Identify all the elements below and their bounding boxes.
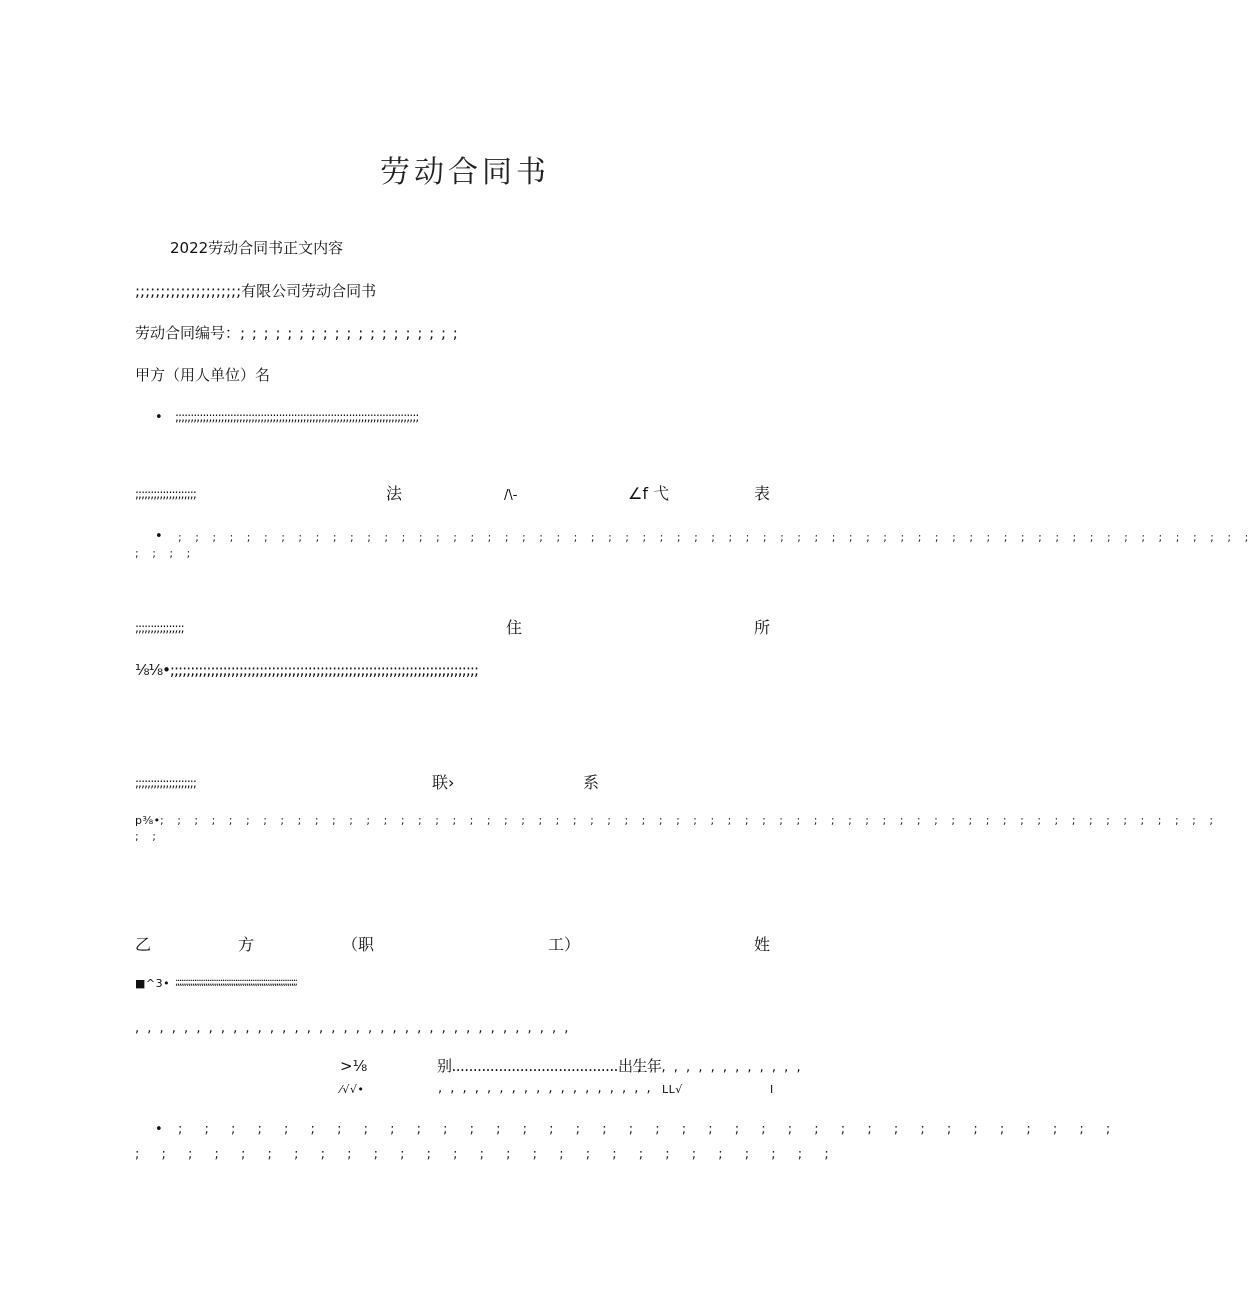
company-contract-line: ;;;;;;;;;;;;;;;;;;;;;有限公司劳动合同书 [135,282,377,300]
document-title: 劳动合同书 [380,155,550,190]
legal-rep-fill: ;;;;;;;;;;;;;;;;;;;; [135,487,196,501]
party-a-name-label: 甲方（用人单位）名 [135,366,271,384]
birth-fill: , , , , , , , , , , , , , , [637,1060,803,1075]
contact-line-prefix: p⅜• [135,814,161,827]
address-fill: ;;;;;;;;;;;;;;;; [135,621,184,635]
contact-fill: ;;;;;;;;;;;;;;;;;;;; [135,776,196,790]
legal-rep-label-3: ∠f 弋 [628,484,670,503]
contact-line-fill-2: ; ; [135,830,161,843]
id-line-fill-2: ; ; ; ; ; ; ; ; ; ; ; ; ; ; ; ; ; ; ; ; ; ; ; ; ; ; ; [135,1147,838,1162]
gender-birth-line: 别.......................................出生年 [437,1057,662,1075]
legal-rep-label-2: /\- [504,488,518,503]
legal-rep-line-fill: ; ; ; ; ; ; ; ; ; ; ; ; ; ; ; ; ; ; ; ; ; ; ; ; ; ; ; ; ; ; ; ; ; ; ; ; ; ; ; ; ; ; ; ; ; ; ; ; ; ; ; ; ; ; ; ; ; ; ; ; ; ; ; [178,531,1253,544]
comma-fill-line: , , , , , , , , , , , , , , , , , , , , , , , , , , , , , , , , , , , , [135,1021,571,1036]
party-b-name-fill: ;;;;;;;;;;;;;;;;;;;;;;;;;;;;;;;;;;;;;;;;;;;;;;;;;;;;;;;;;;;;;;;;; [175,977,297,988]
id-line-fill: ; ; ; ; ; ; ; ; ; ; ; ; ; ; ; ; ; ; ; ; ; ; ; ; ; ; ; ; ; ; ; ; ; ; ; ; [178,1122,1120,1137]
legal-rep-line-fill-2: ; ; ; ; [135,547,196,560]
party-b-label-4: 工） [548,935,581,954]
legal-rep-label-4: 表 [754,484,771,503]
contract-number-line: 劳动合同编号：; ; ; ; ; ; ; ; ; ; ; ; ; ; ; ; ; ; ; [135,324,458,342]
small-mark-2: LL√ [662,1083,683,1096]
address-label-2: 所 [754,618,771,637]
gender-label: >⅛ [340,1057,368,1075]
small-mark-3: I [770,1083,774,1096]
party-b-label-3: （职 [342,935,375,954]
party-b-label-5: 姓 [754,935,771,954]
contact-label-1: 联› [432,773,455,792]
party-a-name-fill: ;;;;;;;;;;;;;;;;;;;;;;;;;;;;;;;;;;;;;;;;;;;;;;;;;;;;;;;;;;;;;;;;;;;;;;;;;;;;;;;; [175,410,419,424]
legal-rep-label-1: 法 [386,484,403,503]
contact-label-2: 系 [583,773,600,792]
bullet: • [155,410,163,425]
bullet: • [155,529,163,544]
small-comma-fill: , , , , , , , , , , , , , , , , , , [438,1081,653,1096]
address-label-1: 住 [506,618,523,637]
party-b-label-2: 方 [238,935,255,954]
party-b-label-1: 乙 [135,935,152,954]
party-b-name-prefix: ■^3• [135,977,171,990]
subtitle-line: 2022劳动合同书正文内容 [170,239,344,257]
address-line-fill: ⅛⅛•;;;;;;;;;;;;;;;;;;;;;;;;;;;;;;;;;;;;;;;;;;;;;;;;;;;;;;;;;;;;;;;;;;;;;;;;;;;; [135,661,479,679]
small-mark-1: ⁄√√• [340,1083,365,1096]
bullet: • [155,1122,163,1137]
contact-line-fill: ; ; ; ; ; ; ; ; ; ; ; ; ; ; ; ; ; ; ; ; ; ; ; ; ; ; ; ; ; ; ; ; ; ; ; ; ; ; ; ; ; ; ; ; ; ; ; ; ; ; ; ; ; ; ; ; ; ; ; ; ; ; [160,814,1219,827]
